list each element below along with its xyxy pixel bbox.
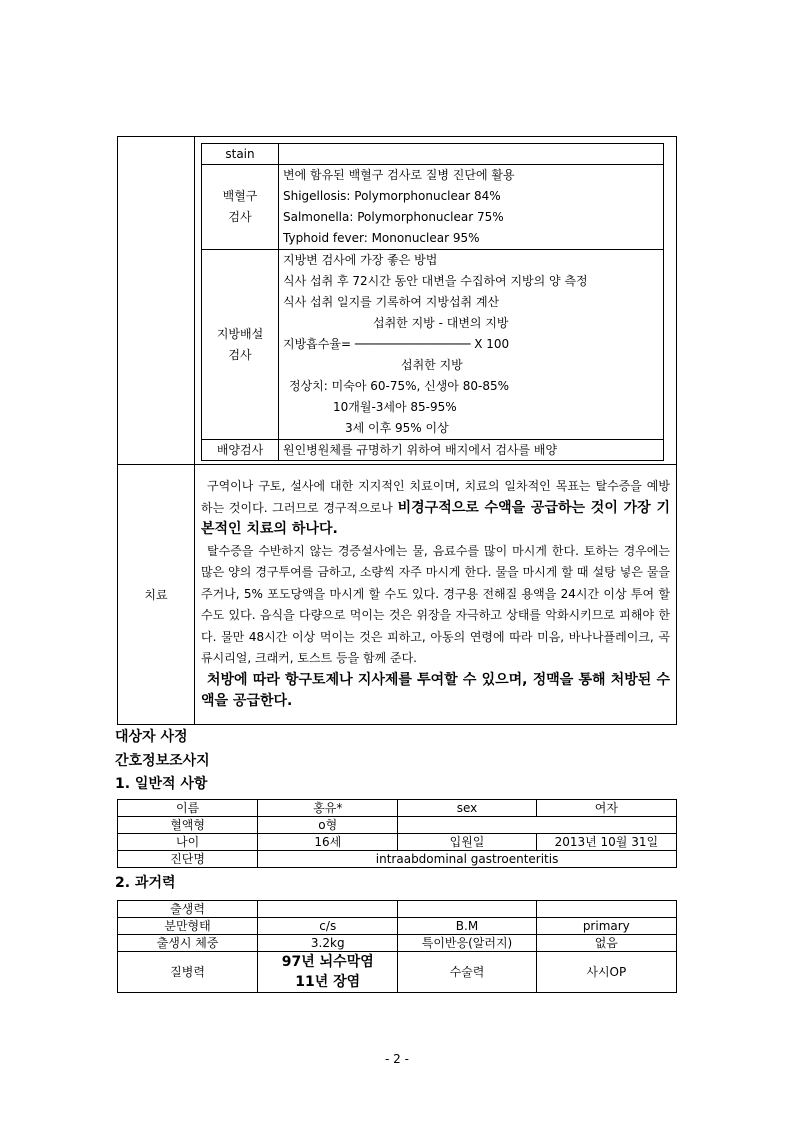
birth-empty-3 [536, 901, 676, 918]
heading-nursing-info: 간호정보조사지 [115, 753, 210, 769]
history-table [117, 900, 677, 993]
delivery-label: 분만형태 [118, 918, 258, 935]
delivery-value: c/s [258, 918, 398, 935]
blood-label: 혈액형 [118, 817, 258, 834]
culture-label: 배양검사 [202, 440, 279, 461]
feeding-value: B.M [398, 918, 536, 935]
fat-content: 지방변 검사에 가장 좋은 방법 식사 섭취 후 72시간 동안 대변을 수집하여 지방의 양 측정 식사 섭취 일지를 기록하여 지방섭취 계산 섭취한 지방 - 대변의 지방 지방흡수율= ──────────────── X 100 섭취한 지방 정상치: 미숙아 60-75%, 신생아 80-85% 10개월-3세아 85-95% 3세 이후 95% 이상 [279, 250, 664, 440]
parity-value: primary [536, 918, 676, 935]
stain-value [279, 144, 664, 165]
allergy-label: 특이반응(알러지) [398, 935, 536, 952]
sex-value: 여자 [536, 800, 676, 817]
blood-empty [398, 817, 677, 834]
heading-general: 1. 일반적 사항 [115, 776, 208, 792]
treatment-paragraph-1: 구역이나 구토, 설사에 대한 지지적인 치료이며, 치료의 일차적인 목표는 탈수증을 예방하는 것이다. 그러므로 경구적으로나 비경구적으로 수액을 공급하는 것이 가장 기본적인 치료의 하나다. [201, 479, 670, 538]
blood-value: o형 [258, 817, 398, 834]
allergy-value: 없음 [536, 935, 676, 952]
birth-label: 출생력 [118, 901, 258, 918]
age-label: 나이 [118, 834, 258, 851]
stain-label: stain [202, 144, 279, 165]
birth-weight-label: 출생시 체중 [118, 935, 258, 952]
diagnosis-value: intraabdominal gastroenteritis [258, 851, 677, 868]
page-number: - 2 - [385, 1052, 409, 1066]
illness-label: 질병력 [118, 952, 258, 993]
general-info-table [117, 799, 677, 868]
sex-label: sex [398, 800, 536, 817]
birth-weight-value: 3.2kg [258, 935, 398, 952]
name-label: 이름 [118, 800, 258, 817]
birth-empty-1 [258, 901, 398, 918]
admission-value: 2013년 10월 31일 [536, 834, 676, 851]
empty-cell [118, 137, 195, 465]
birth-empty-2 [398, 901, 536, 918]
culture-content: 원인병원체를 규명하기 위하여 배지에서 검사를 배양 [279, 440, 664, 461]
wbc-content: 변에 함유된 백혈구 검사로 질병 진단에 활용 Shigellosis: Polymorphonuclear 84% Salmonella: Polymorphonuclear 75% Typhoid fever: Mononuclear 95% [279, 165, 664, 250]
name-value: 홍유* [258, 800, 398, 817]
surgery-label: 수술력 [398, 952, 536, 993]
diagnosis-label: 진단명 [118, 851, 258, 868]
treatment-content [195, 465, 677, 725]
surgery-value: 사시OP [536, 952, 676, 993]
lab-treatment-table [117, 136, 677, 725]
heading-assessment: 대상자 사정 [115, 729, 188, 745]
lab-tests-table [201, 143, 664, 461]
treatment-paragraph-3: 처방에 따라 항구토제나 지사제를 투여할 수 있으며, 정맥을 통해 처방된 수액을 공급한다. [201, 671, 670, 710]
treatment-paragraph-2: 탈수증을 수반하지 않는 경증설사에는 물, 음료수를 많이 마시게 한다. 토하는 경우에는 많은 양의 경구투여를 금하고, 소량씩 자주 마시게 한다. 물을 마시게 할 때 설탕 넣은 물을 주거나, 5% 포도당액을 마시게 할 수도 있다. 경구용 전해질 용액을 24시간 이상 투여 할 수도 있다. 음식을 다량으로 먹이는 것은 위장을 자극하고 상태를 악화시키므로 피해야 한다. 물만 48시간 이상 먹이는 것은 피하고, 아동의 연령에 따라 미음, 바나나플레이크, 곡류시리얼, 크래커, 토스트 등을 함께 준다. [201, 543, 670, 666]
wbc-label: 백혈구 검사 [202, 165, 279, 250]
admission-label: 입원일 [398, 834, 536, 851]
fat-label: 지방배설 검사 [202, 250, 279, 440]
illness-value: 97년 뇌수막염 11년 장염 [258, 952, 398, 993]
age-value: 16세 [258, 834, 398, 851]
heading-history: 2. 과거력 [115, 875, 176, 891]
lab-tests-cell [195, 137, 677, 465]
treatment-label: 치료 [118, 465, 195, 725]
